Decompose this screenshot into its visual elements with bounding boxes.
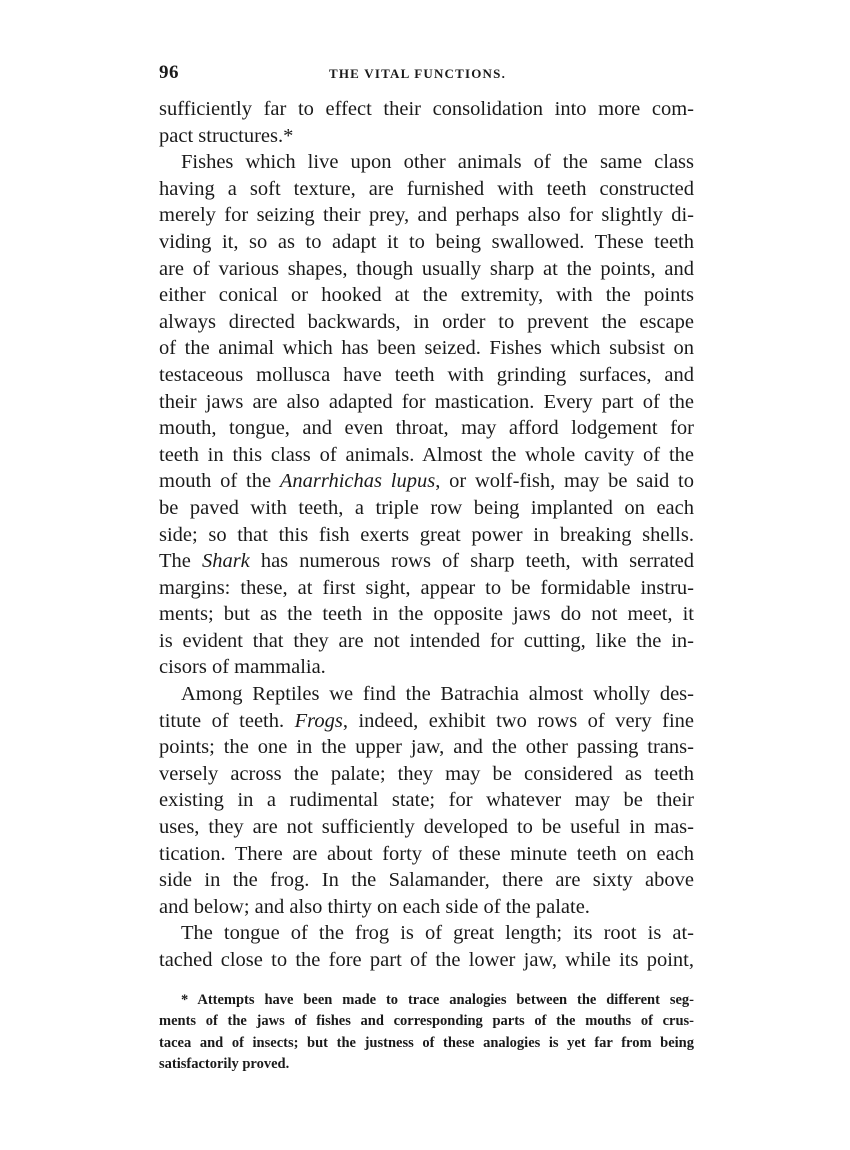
text-line: existing in a rudimental state; for whatever may be their (159, 789, 694, 812)
text-line: tached close to the fore part of the lower jaw, while its point, (159, 949, 694, 971)
text-line: always directed backwards, in order to prevent the escape (159, 310, 694, 333)
text-line: mouth, tongue, and even throat, may afford lodgement for (159, 417, 694, 440)
text-line: having a soft texture, are furnished with teeth constructed (159, 177, 694, 200)
book-page (159, 62, 694, 1076)
text-line: be paved with teeth, a triple row being implanted on each (159, 496, 694, 519)
footnote-line: * Attempts have been made to trace analogies between the different seg- (181, 991, 694, 1008)
text-line: teeth in this class of animals. Almost the whole cavity of the (159, 443, 694, 466)
text-line: are of various shapes, though usually sharp at the points, and (159, 257, 694, 280)
text-line: merely for seizing their prey, and perhaps also for slightly di- (159, 204, 694, 227)
text-line (159, 548, 694, 575)
body-text (159, 96, 694, 974)
footnote-line: ments of the jaws of fishes and corresponding parts of the mouths of crus- (159, 1013, 694, 1030)
text-line: their jaws are also adapted for mastication. Every part of the (159, 390, 694, 413)
italic-term-frogs: Frogs (294, 709, 343, 732)
text-line: uses, they are not sufficiently developed to be useful in mas- (159, 816, 694, 839)
text-run: , indeed, exhibit two rows of very fine (342, 709, 695, 732)
text-line: Among Reptiles we find the Batrachia almost wholly des- (181, 683, 694, 706)
text-line: ments; but as the teeth in the opposite jaws do not meet, it (159, 603, 694, 626)
text-line (159, 708, 694, 735)
text-line: margins: these, at first sight, appear to be formidable instru- (159, 576, 694, 599)
text-line: side in the frog. In the Salamander, there are sixty above (159, 869, 694, 892)
page-number: 96 (159, 62, 179, 83)
footnote-line: satisfactorily proved. (159, 1056, 290, 1073)
italic-term-wolf-fish: Anarrhichas lupus (279, 470, 436, 493)
text-line (159, 468, 694, 495)
text-line: sufficiently far to effect their consolidation into more com- (159, 98, 694, 120)
text-run: titute of teeth. (159, 709, 295, 732)
running-head (159, 62, 694, 88)
text-line: and below; and also thirty on each side of the palate. (159, 895, 590, 918)
text-line: points; the one in the upper jaw, and the other passing trans- (159, 736, 694, 759)
text-line: testaceous mollusca have teeth with grinding surfaces, and (159, 363, 694, 386)
text-line: of the animal which has been seized. Fishes which subsist on (159, 337, 694, 360)
text-line: The tongue of the frog is of great length; its root is at- (181, 922, 694, 945)
text-line: is evident that they are not intended for cutting, like the in- (159, 629, 694, 652)
text-line: cisors of mammalia. (159, 656, 326, 679)
footnote-line: tacea and of insects; but the justness of these analogies is yet far from being (159, 1034, 694, 1051)
text-run: The (159, 550, 202, 573)
text-line: either conical or hooked at the extremity, with the points (159, 284, 694, 307)
text-line: Fishes which live upon other animals of the same class (181, 151, 694, 174)
text-run: mouth of the (159, 470, 280, 493)
text-line: versely across the palate; they may be considered as teeth (159, 762, 694, 785)
text-run: , or wolf-fish, may be said to (435, 470, 695, 493)
text-line: side; so that this fish exerts great power in breaking shells. (159, 523, 694, 546)
running-title: THE VITAL FUNCTIONS. (329, 66, 507, 81)
text-line: pact structures.* (159, 124, 294, 147)
footnote (159, 990, 694, 1076)
text-line: tication. There are about forty of these minute teeth on each (159, 842, 694, 865)
text-run: has numerous rows of sharp teeth, with serrated (249, 550, 694, 573)
italic-term-shark: Shark (201, 550, 250, 573)
text-line: viding it, so as to adapt it to being swallowed. These teeth (159, 230, 694, 253)
